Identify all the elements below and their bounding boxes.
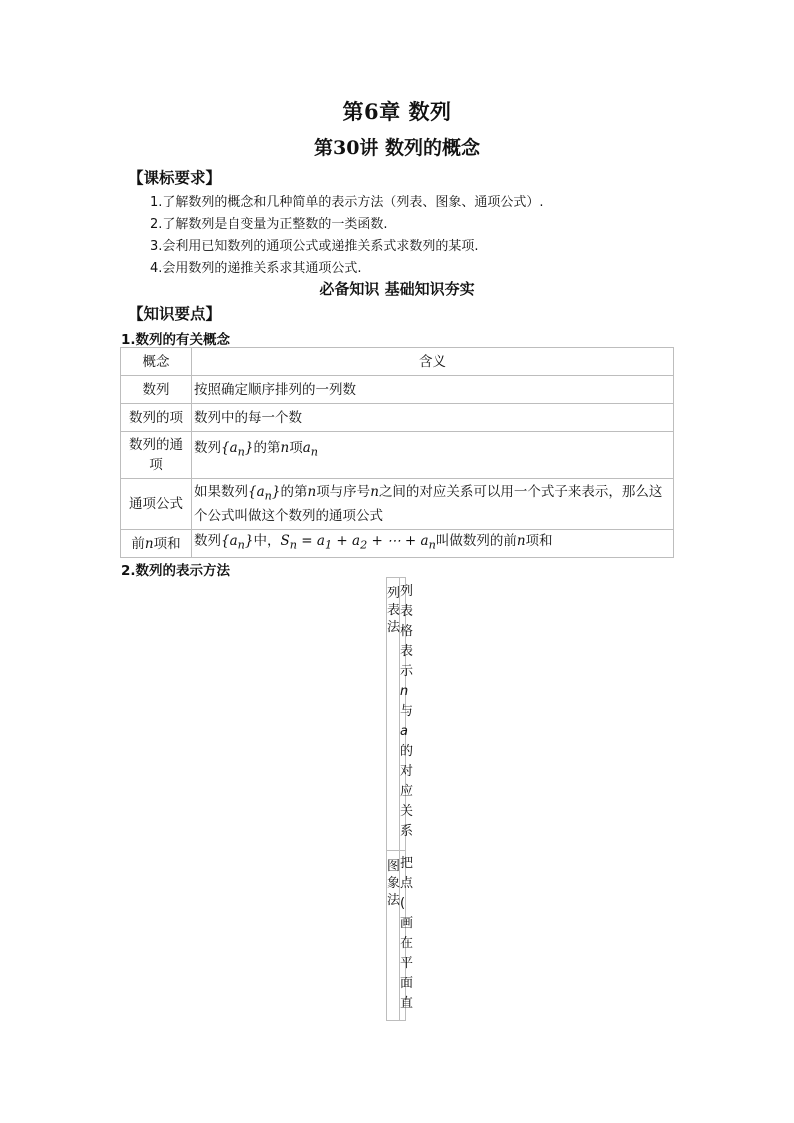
math-an-set: $\{a_n\}$ bbox=[248, 483, 281, 503]
curriculum-heading: 【课标要求】 bbox=[128, 169, 222, 187]
term-cell bbox=[121, 530, 192, 558]
concept-table bbox=[120, 347, 674, 558]
term-text: 前 bbox=[131, 535, 145, 552]
meaning-text: 项 bbox=[289, 440, 303, 456]
math-an: $a_n$ bbox=[302, 440, 318, 459]
graph-char: 图 bbox=[387, 859, 401, 874]
math-n: n bbox=[370, 483, 379, 500]
meaning-cell bbox=[192, 530, 674, 558]
graph-frag: 面 bbox=[400, 976, 414, 991]
math-an-set: $\{a_n\}$ bbox=[221, 533, 254, 552]
curriculum-item-3: 3.会利用已知数列的通项公式或递推关系式求数列的某项. bbox=[150, 239, 479, 254]
curriculum-item-4: 4.会用数列的递推关系求其通项公式. bbox=[150, 261, 362, 276]
knowledge-heading: 【知识要点】 bbox=[128, 305, 222, 323]
term-cell: 数列 bbox=[121, 376, 192, 404]
table-row bbox=[121, 404, 674, 432]
meaning-text: 数列 bbox=[194, 440, 221, 456]
table-row bbox=[121, 376, 674, 404]
graph-frag: 直 bbox=[400, 996, 414, 1011]
math-n: n bbox=[280, 440, 290, 456]
term-text: 项和 bbox=[153, 535, 181, 552]
header-meaning: 含义 bbox=[192, 348, 674, 376]
math-n: n bbox=[144, 535, 154, 552]
meaning-cell bbox=[192, 479, 674, 530]
list-char: 列 bbox=[387, 586, 401, 601]
list-frag: 表 bbox=[400, 604, 414, 619]
section-banner: 必备知识 基础知识夯实 bbox=[319, 280, 475, 298]
meaning-text: 项和 bbox=[525, 533, 553, 550]
table-row bbox=[121, 530, 674, 558]
graph-frag: 平 bbox=[400, 956, 414, 971]
list-description bbox=[400, 582, 414, 842]
meaning-text: 项与序号 bbox=[316, 483, 371, 500]
meaning-text: 如果数列 bbox=[194, 483, 248, 500]
term-cell: 通项公式 bbox=[121, 479, 192, 530]
meaning-text: 中， bbox=[253, 533, 281, 550]
list-frag: 关 bbox=[400, 804, 414, 819]
list-frag: a bbox=[400, 724, 408, 739]
meaning-text: 之间的对应关系可以用一个式子来表示，那么这个公式叫做这个数列的通项公式 bbox=[194, 483, 663, 525]
list-frag: n bbox=[400, 684, 409, 699]
list-frag: 列 bbox=[400, 584, 414, 599]
header-term: 概念 bbox=[121, 348, 192, 376]
list-frag: 表 bbox=[400, 644, 414, 659]
list-frag: 对 bbox=[400, 764, 414, 779]
meaning-cell bbox=[192, 432, 674, 479]
method-column bbox=[387, 578, 400, 1020]
table-header-row bbox=[121, 348, 674, 376]
list-char: 法 bbox=[387, 620, 401, 635]
meaning-text: 的第 bbox=[253, 440, 281, 456]
term-cell: 数列的项 bbox=[121, 404, 192, 432]
table-row bbox=[121, 432, 674, 479]
table-row bbox=[121, 479, 674, 530]
chapter-title: 第6章 数列 bbox=[342, 99, 452, 124]
list-method-label bbox=[387, 585, 401, 636]
list-frag: 与 bbox=[400, 704, 414, 719]
graph-frag: 点 bbox=[400, 876, 414, 891]
curriculum-item-1: 1.了解数列的概念和几种简单的表示方法（列表、图象、通项公式）. bbox=[150, 195, 544, 210]
meaning-cell: 按照确定顺序排列的一列数 bbox=[192, 376, 674, 404]
graph-method-label bbox=[387, 858, 401, 909]
concepts-title: 1.数列的有关概念 bbox=[121, 332, 231, 348]
term-cell: 数列的通项 bbox=[121, 432, 192, 479]
graph-frag: 画 bbox=[400, 916, 414, 931]
list-frag: 示 bbox=[400, 664, 414, 679]
meaning-text: 的第 bbox=[280, 483, 308, 500]
math-sum-formula: $S_n = a_1 + a_2$ + ⋯ + $a_n$ bbox=[280, 533, 436, 552]
meaning-cell: 数列中的每一个数 bbox=[192, 404, 674, 432]
math-n: n bbox=[516, 533, 526, 550]
representation-table bbox=[386, 577, 414, 1021]
representations-title: 2.数列的表示方法 bbox=[121, 563, 231, 579]
meaning-text: 叫做数列的前 bbox=[435, 533, 517, 550]
math-n: n bbox=[307, 483, 317, 500]
graph-frag: 把 bbox=[400, 856, 414, 871]
list-frag: 格 bbox=[400, 624, 414, 639]
graph-frag: ( bbox=[400, 896, 406, 911]
meaning-text: 数列 bbox=[194, 533, 221, 550]
curriculum-item-2: 2.了解数列是自变量为正整数的一类函数. bbox=[150, 217, 388, 232]
graph-frag: 在 bbox=[400, 936, 414, 951]
list-frag: 的 bbox=[400, 744, 414, 759]
graph-description bbox=[400, 854, 414, 1014]
math-an-set: $\{a_n\}$ bbox=[221, 440, 254, 459]
list-frag: 应 bbox=[400, 784, 414, 799]
list-char: 表 bbox=[387, 603, 401, 618]
graph-char: 象 bbox=[387, 876, 401, 891]
row-divider bbox=[387, 850, 405, 851]
graph-char: 法 bbox=[387, 893, 401, 908]
lesson-title: 第30讲 数列的概念 bbox=[313, 137, 481, 159]
list-frag: 系 bbox=[400, 824, 414, 839]
